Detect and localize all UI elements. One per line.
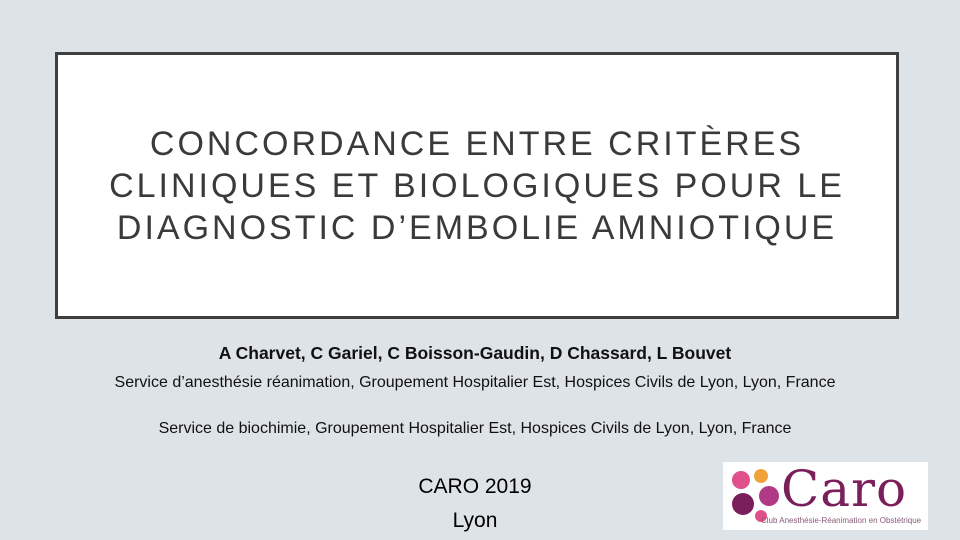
affiliation-2: Service de biochimie, Groupement Hospitalier Est, Hospices Civils de Lyon, Lyon, France xyxy=(158,420,792,437)
logo-dot-purple xyxy=(759,486,779,506)
logo-dot-dark xyxy=(732,493,754,515)
caro-logo xyxy=(723,462,928,530)
title-box xyxy=(55,52,899,319)
logo-wordmark: Caro xyxy=(781,462,908,518)
affiliation-1: Service d’anesthésie réanimation, Groupement Hospitalier Est, Hospices Civils de Lyon, Lyon, France xyxy=(114,374,836,391)
logo-dot-orange xyxy=(754,469,768,483)
conference-block xyxy=(375,470,575,538)
slide-title: CONCORDANCE ENTRE CRITÈRES CLINIQUES ET BIOLOGIQUES POUR LE DIAGNOSTIC D’EMBOLIE AMNIOTIQUE xyxy=(109,124,845,247)
conference-name: CARO 2019 xyxy=(418,475,532,498)
conference-city: Lyon xyxy=(452,509,498,532)
logo-dot-pink xyxy=(732,471,750,489)
logo-tagline: Club Anesthésie-Réanimation en Obstétrique xyxy=(761,516,922,525)
authors: A Charvet, C Gariel, C Boisson-Gaudin, D Chassard, L Bouvet xyxy=(218,343,732,363)
